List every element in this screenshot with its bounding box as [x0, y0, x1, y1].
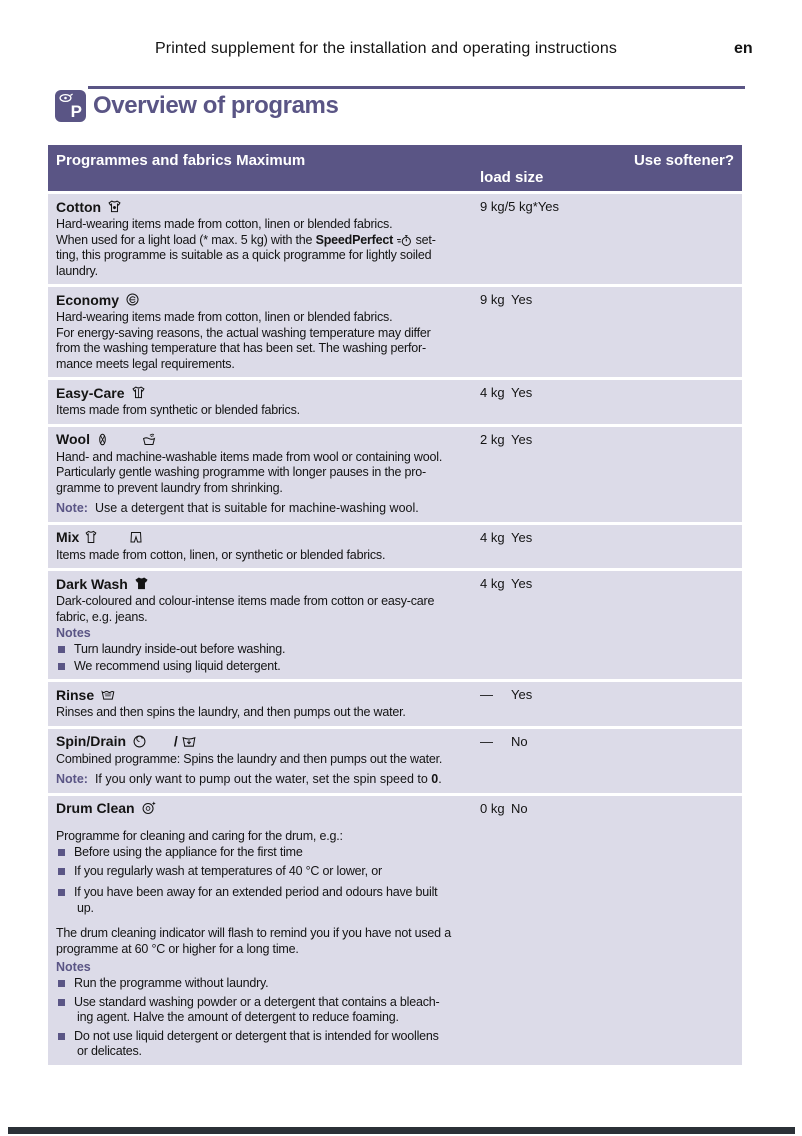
- badge-letter: P: [70, 102, 82, 121]
- table-header-line1: [56, 152, 305, 169]
- softener-value: Yes: [537, 199, 560, 214]
- programs-table: [48, 145, 742, 1065]
- softener-value: Yes: [511, 529, 533, 545]
- max-load-value: 4 kg: [480, 529, 505, 545]
- desc-line: laundry.: [56, 263, 98, 278]
- bullet-text-continuation: or delicates.: [77, 1044, 142, 1058]
- list-item: [56, 659, 742, 675]
- drain-icon: [181, 702, 220, 781]
- row-values: [480, 432, 532, 447]
- program-name: Wool: [56, 431, 90, 447]
- bullet-square-icon: [58, 868, 65, 875]
- shirt-icon: [85, 498, 124, 576]
- bullet-square-icon: [58, 849, 65, 856]
- desc-line: Hard-wearing items made from cotton, linen or blended fabrics.: [56, 310, 393, 324]
- program-name: Mix: [56, 529, 80, 545]
- desc-line: For energy-saving reasons, the actual washing temperature may differ: [56, 325, 431, 340]
- program-description: [56, 752, 742, 768]
- program-description: [56, 450, 742, 497]
- row-values: [480, 292, 532, 307]
- program-title: [56, 384, 742, 401]
- desc-line: Dark-coloured and colour-intense items made from cotton or easy-care: [56, 594, 435, 608]
- spacer: [56, 916, 742, 926]
- icon-separator: /: [173, 733, 178, 749]
- desc-line: Programme for cleaning and caring for the drum, e.g.:: [56, 828, 343, 843]
- notes-label: Notes: [56, 960, 91, 974]
- program-chapter-icon: [55, 90, 86, 122]
- bullet-square-icon: [58, 889, 65, 896]
- row-values: [480, 576, 532, 591]
- desc-line: programme at 60 °C or higher for a long time.: [56, 941, 299, 956]
- max-load-value: —: [480, 687, 493, 702]
- desc-line: fabric, e.g. jeans.: [56, 609, 148, 624]
- list-item: [56, 845, 742, 861]
- note-text: Use a detergent that is suitable for machine-washing wool.: [94, 501, 419, 515]
- row-values: [480, 687, 532, 702]
- program-title: [56, 529, 742, 546]
- bullet-text: We recommend using liquid detergent.: [74, 658, 281, 673]
- desc-line: Hard-wearing items made from cotton, linen or blended fabrics.: [56, 217, 393, 231]
- col-maxload-label-line1: Maximum: [236, 152, 306, 169]
- bullet-square-icon: [58, 663, 65, 670]
- program-title: [56, 575, 742, 592]
- bullet-text: Use standard washing powder or a detergent that contains a bleach-: [74, 994, 440, 1009]
- col-maxload-label-line2: load size: [480, 169, 544, 186]
- list-item: [56, 995, 742, 1011]
- softener-value: No: [511, 733, 528, 749]
- desc-text: set-: [412, 232, 436, 247]
- desc-line: Particularly gentle washing programme with longer pauses in the pro-: [56, 465, 426, 479]
- program-title: [56, 431, 742, 448]
- speedperfect-label: SpeedPerfect: [315, 232, 394, 247]
- list-item: [56, 976, 742, 992]
- bullet-square-icon: [58, 1033, 65, 1040]
- page-footer-bar: [8, 1127, 795, 1134]
- softener-value: Yes: [511, 576, 533, 591]
- table-header: [48, 145, 742, 191]
- notes-label: Notes: [56, 626, 91, 640]
- program-title: [56, 198, 742, 215]
- list-item: [56, 642, 742, 658]
- softener-value: No: [511, 800, 528, 816]
- max-load-value: 0 kg: [480, 800, 505, 816]
- bullet-text: Do not use liquid detergent or detergent that is intended for woollens: [74, 1028, 439, 1043]
- notes-list: [56, 976, 742, 1060]
- desc-line: The drum cleaning indicator will flash to remind you if you have not used a: [56, 926, 451, 940]
- desc-line: from the washing temperature that has been set. The washing perfor-: [56, 341, 426, 355]
- note-label: Note:: [56, 772, 88, 786]
- max-load-value: 9 kg/5 kg*: [480, 199, 538, 214]
- desc-line: Rinses and then spins the laundry, and then pumps out the water.: [56, 705, 406, 719]
- desc-line: Items made from synthetic or blended fabrics.: [56, 403, 300, 417]
- list-item: [56, 885, 742, 901]
- bullet-text-continuation: ing agent. Halve the amount of detergent to reduce foaming.: [77, 1010, 399, 1024]
- row-values: [480, 530, 532, 545]
- program-name: Easy-Care: [56, 384, 125, 401]
- bullet-square-icon: [58, 999, 65, 1006]
- bullet-text: Before using the appliance for the first time: [74, 845, 303, 859]
- desc-line: Hand- and machine-washable items made from wool or containing wool.: [56, 449, 443, 464]
- desc-line: Combined programme: Spins the laundry and then pumps out the water.: [56, 751, 443, 766]
- col-programs-label: Programmes and fabrics: [56, 152, 232, 169]
- desc-line: mance meets legal requirements.: [56, 356, 235, 371]
- page-title: Overview of programs: [93, 92, 339, 119]
- program-name: Dark Wash: [56, 575, 128, 592]
- note-label: Note:: [56, 501, 88, 515]
- col-softener-label: Use softener?: [633, 152, 734, 169]
- list-item: [56, 864, 742, 880]
- bullet-text: Turn laundry inside-out before washing.: [74, 642, 286, 656]
- max-load-value: 2 kg: [480, 431, 505, 447]
- softener-value: Yes: [511, 292, 533, 307]
- max-load-value: 4 kg: [480, 385, 505, 400]
- row-values: [480, 199, 559, 214]
- program-name: Cotton: [56, 198, 102, 215]
- note-text-end: .: [438, 772, 442, 786]
- notes-list: [56, 642, 742, 674]
- row-values: [480, 734, 528, 749]
- max-load-value: 4 kg: [480, 576, 505, 591]
- page-header-text: Printed supplement for the installation and operating instructions: [155, 40, 617, 57]
- desc-line: Items made from cotton, linen, or synthetic or blended fabrics.: [56, 547, 386, 562]
- softener-value: Yes: [511, 385, 533, 400]
- program-name: Rinse: [56, 686, 95, 703]
- bullet-text: Run the programme without laundry.: [74, 976, 269, 990]
- table-row-drum-clean: [48, 796, 742, 1065]
- bullet-text-continuation: up.: [77, 900, 94, 915]
- language-code: en: [734, 40, 753, 57]
- desc-text: When used for a light load (* max. 5 kg) with the: [56, 232, 316, 247]
- header-rule: [88, 86, 745, 89]
- bullet-text: If you have been away for an extended period and odours have built: [74, 885, 438, 899]
- note-bold-value: 0: [431, 772, 439, 786]
- desc-line: [56, 233, 742, 249]
- softener-value: Yes: [511, 431, 533, 447]
- note-text: If you only want to pump out the water, set the spin speed to: [94, 772, 432, 786]
- speed-perfect-icon: [396, 233, 412, 247]
- program-name: Spin/Drain: [56, 733, 127, 749]
- desc-line: gramme to prevent laundry from shrinking.: [56, 480, 283, 495]
- row-values: [480, 385, 532, 400]
- program-name: Drum Clean: [56, 800, 135, 816]
- row-values: [480, 801, 528, 816]
- program-title: [56, 291, 742, 308]
- bullet-text: If you regularly wash at temperatures of 40 °C or lower, or: [74, 863, 382, 878]
- list-item: [56, 1029, 742, 1045]
- program-name: Economy: [56, 291, 120, 308]
- bullet-square-icon: [58, 646, 65, 653]
- program-description: [56, 926, 742, 957]
- program-title: [56, 800, 742, 817]
- program-title: [56, 686, 742, 703]
- max-load-value: 9 kg: [480, 292, 505, 307]
- softener-value: Yes: [511, 687, 533, 702]
- program-description: [56, 829, 742, 917]
- table-row-dark-wash: [48, 571, 742, 679]
- desc-line: ting, this programme is suitable as a quick programme for lightly soiled: [56, 248, 432, 262]
- max-load-value: —: [480, 733, 493, 749]
- bullet-square-icon: [58, 980, 65, 987]
- program-title: [56, 733, 742, 750]
